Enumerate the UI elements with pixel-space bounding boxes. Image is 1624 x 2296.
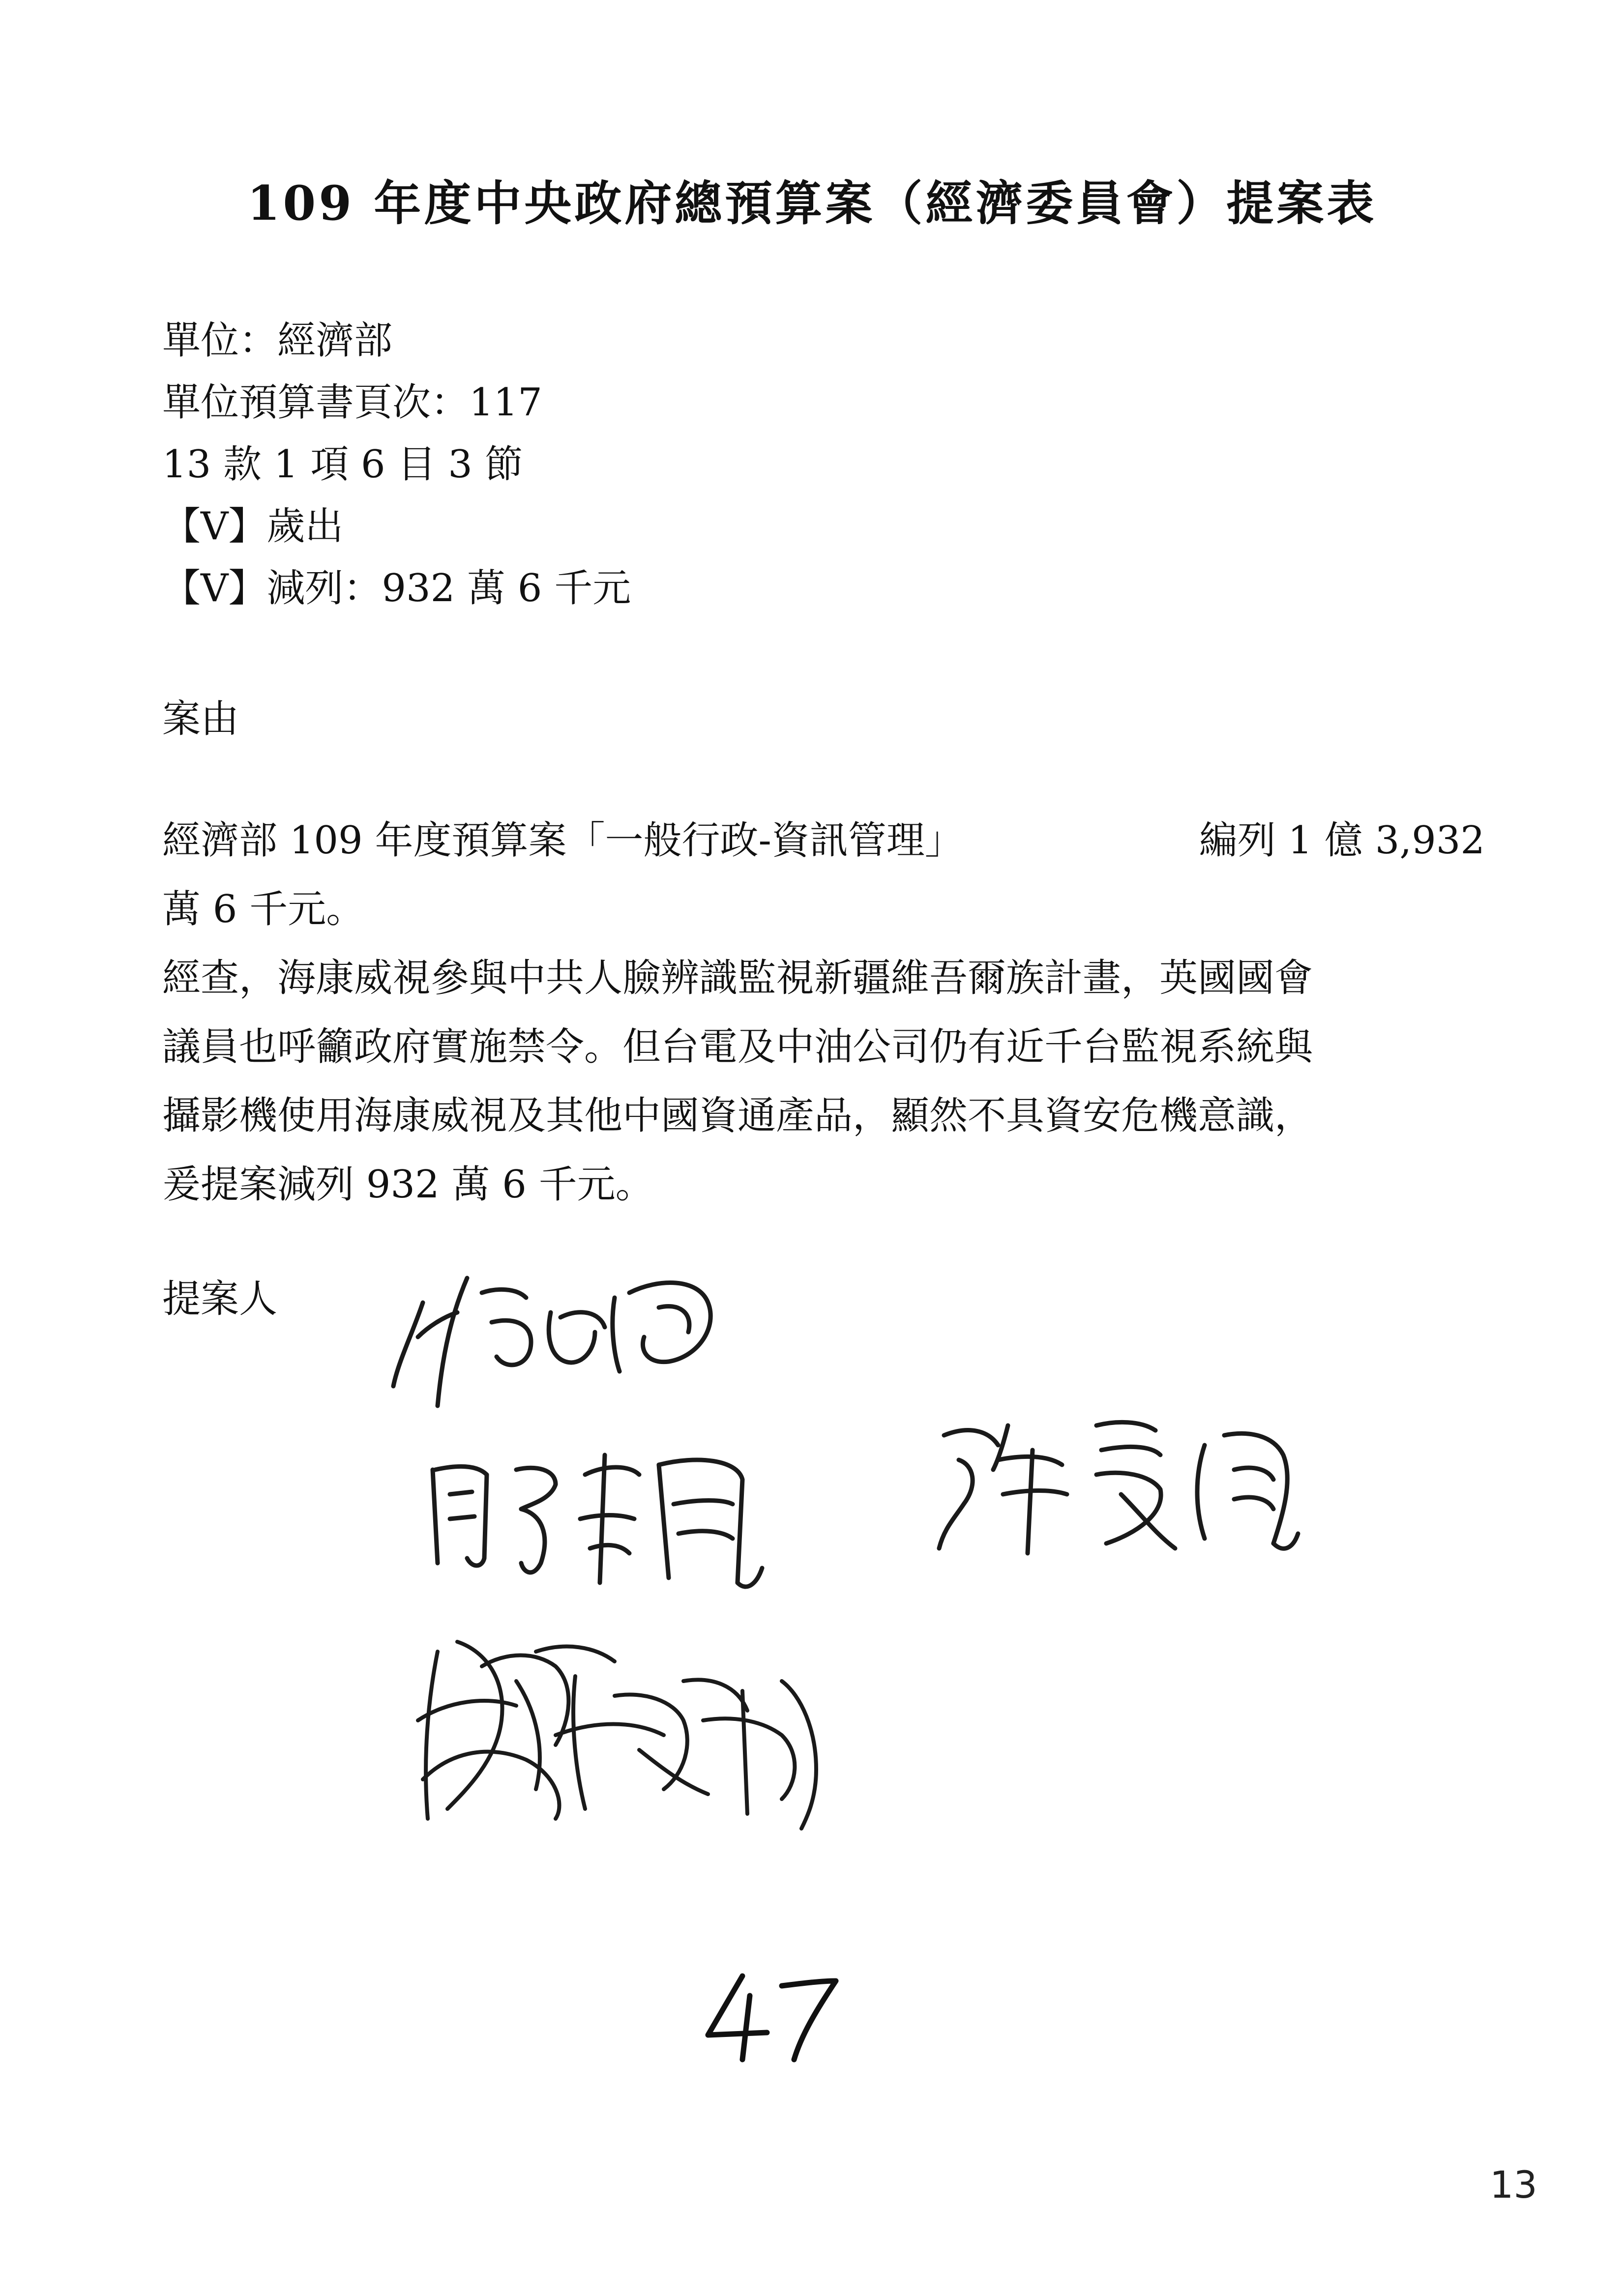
budget-page-line: 單位預算書頁次：117 (162, 380, 542, 425)
expenditure-checkbox-line: 【V】歲出 (162, 504, 344, 549)
proposer-label: 提案人 (162, 1277, 278, 1321)
signature-3 (929, 1406, 1332, 1563)
reduction-checkbox-line: 【V】減列：932 萬 6 千元 (162, 566, 631, 610)
reason-paragraph-1-line-2: 萬 6 千元。 (162, 887, 365, 931)
reason-paragraph-2-line-1: 經查，海康威視參與中共人臉辨識監視新疆維吾爾族計畫，英國國會 (162, 956, 1313, 1000)
reason-budget-item: 經濟部 109 年度預算案「一般行政-資訊管理」 (162, 818, 963, 863)
reason-body (162, 806, 1485, 1219)
item-reference-line: 13 款 1 項 6 目 3 節 (162, 442, 523, 487)
unit-line: 單位：經濟部 (162, 319, 393, 363)
page-number: 13 (1490, 2163, 1537, 2207)
handwritten-number (698, 1966, 846, 2066)
reason-heading: 案由 (162, 697, 239, 741)
document-title: 109 年度中央政府總預算案（經濟委員會）提案表 (247, 175, 1377, 231)
signature-1 (384, 1258, 787, 1416)
signature-4 (408, 1622, 851, 1838)
reason-budget-amount: 編列 1 億 3,932 (1199, 818, 1485, 863)
budget-metadata (162, 310, 631, 619)
reason-paragraph-1-line-1 (162, 806, 1485, 875)
reason-paragraph-2-line-4: 爰提案減列 932 萬 6 千元。 (162, 1163, 654, 1207)
reason-paragraph-2-line-3: 攝影機使用海康威視及其他中國資通產品，顯然不具資安危機意識， (162, 1094, 1313, 1138)
signature-2 (423, 1435, 797, 1593)
reason-paragraph-2-line-2: 議員也呼籲政府實施禁令。但台電及中油公司仍有近千台監視系統與 (162, 1025, 1313, 1069)
